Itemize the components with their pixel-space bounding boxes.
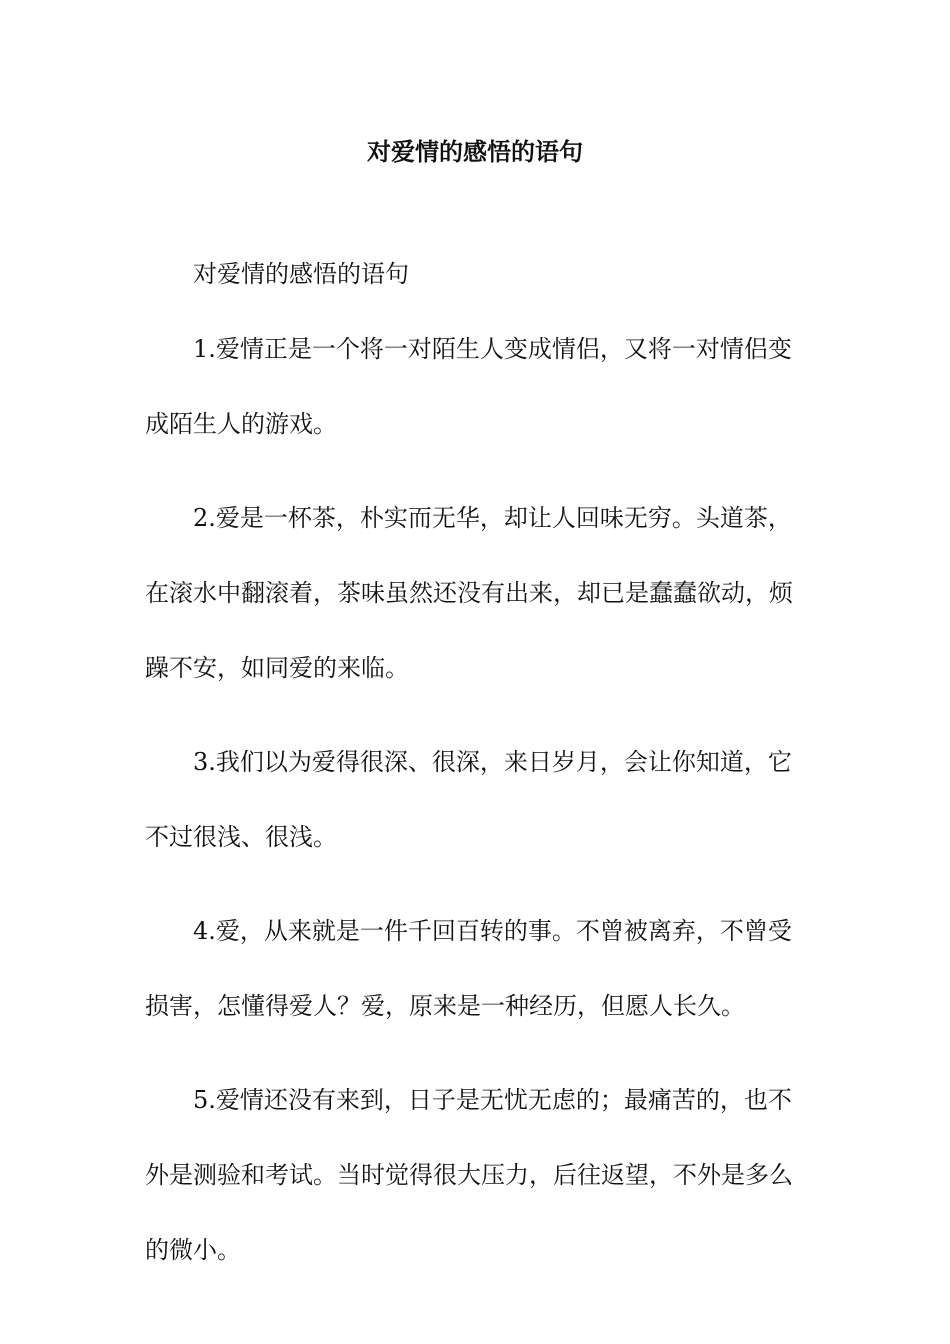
document-title: 对爱情的感悟的语句: [367, 138, 583, 166]
paragraph-5: 5.爱情还没有来到，日子是无忧无虑的；最痛苦的，也不外是测验和考试。当时觉得很大压力，后往返望，不外是多么的微小。: [145, 1086, 793, 1264]
paragraph-subtitle: 对爱情的感悟的语句: [193, 260, 409, 288]
paragraph-3: 3.我们以为爱得很深、很深，来日岁月，会让你知道，它不过很浅、很浅。: [145, 748, 792, 851]
paragraph-4: 4.爱，从来就是一件千回百转的事。不曾被离弃，不曾受损害，怎懂得爱人？爱，原来是一种经历，但愿人长久。: [145, 917, 792, 1020]
document-body: [145, 256, 805, 1326]
paragraph-2: 2.爱是一杯茶，朴实而无华，却让人回味无穷。头道茶，在滚水中翻滚着，茶味虽然还没有出来，却已是蠢蠢欲动，烦躁不安，如同爱的来临。: [145, 504, 793, 682]
paragraph-1: 1.爱情正是一个将一对陌生人变成情侣，又将一对情侣变成陌生人的游戏。: [145, 335, 792, 438]
